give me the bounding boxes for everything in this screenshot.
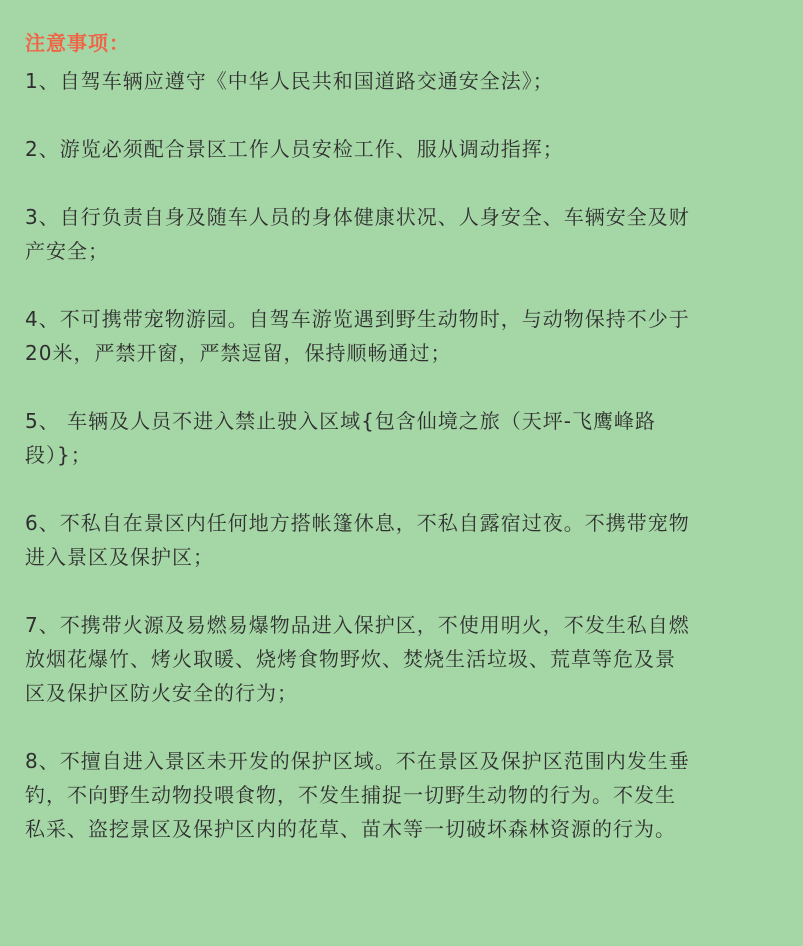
notice-item-7-line-1: 7、不携带火源及易燃易爆物品进入保护区，不使用明火，不发生私自燃 — [25, 613, 690, 637]
notice-item-7-line-3: 区及保护区防火安全的行为； — [25, 681, 298, 705]
notice-item-8-line-1: 8、不擅自进入景区未开发的保护区域。不在景区及保护区范围内发生垂 — [25, 749, 690, 773]
notice-item-3 — [25, 200, 781, 268]
notice-item-4-line-2: 20米，严禁开窗，严禁逗留，保持顺畅通过； — [25, 341, 452, 365]
notice-item-5-line-2: 段）}； — [25, 443, 92, 467]
notice-item-7-line-2: 放烟花爆竹、烤火取暖、烧烤食物野炊、焚烧生活垃圾、荒草等危及景 — [25, 647, 676, 671]
notice-item-5-line-1: 5、 车辆及人员不进入禁止驶入区域{包含仙境之旅（天坪-飞鹰峰路 — [25, 409, 657, 433]
notice-item-6-line-2: 进入景区及保护区； — [25, 545, 214, 569]
notice-item-6 — [25, 506, 781, 574]
notice-item-3-line-2: 产安全； — [25, 239, 109, 263]
notice-item-1 — [25, 64, 781, 98]
notice-item-8-line-2: 钓，不向野生动物投喂食物，不发生捕捉一切野生动物的行为。不发生 — [25, 783, 676, 807]
notice-item-8 — [25, 744, 781, 846]
notice-item-2 — [25, 132, 781, 166]
notice-item-7 — [25, 608, 781, 710]
notice-item-4 — [25, 302, 781, 370]
notice-item-3-line-1: 3、自行负责自身及随车人员的身体健康状况、人身安全、车辆安全及财 — [25, 205, 690, 229]
notice-item-1-line-1: 1、自驾车辆应遵守《中华人民共和国道路交通安全法》； — [25, 69, 554, 93]
notice-item-2-line-1: 2、游览必须配合景区工作人员安检工作、服从调动指挥； — [25, 137, 564, 161]
notice-item-4-line-1: 4、不可携带宠物游园。自驾车游览遇到野生动物时，与动物保持不少于 — [25, 307, 690, 331]
notice-item-6-line-1: 6、不私自在景区内任何地方搭帐篷休息，不私自露宿过夜。不携带宠物 — [25, 511, 690, 535]
notice-title: 注意事项： — [25, 31, 130, 55]
notice-item-5 — [25, 404, 781, 472]
notice-item-8-line-3: 私采、盗挖景区及保护区内的花草、苗木等一切破坏森林资源的行为。 — [25, 817, 676, 841]
